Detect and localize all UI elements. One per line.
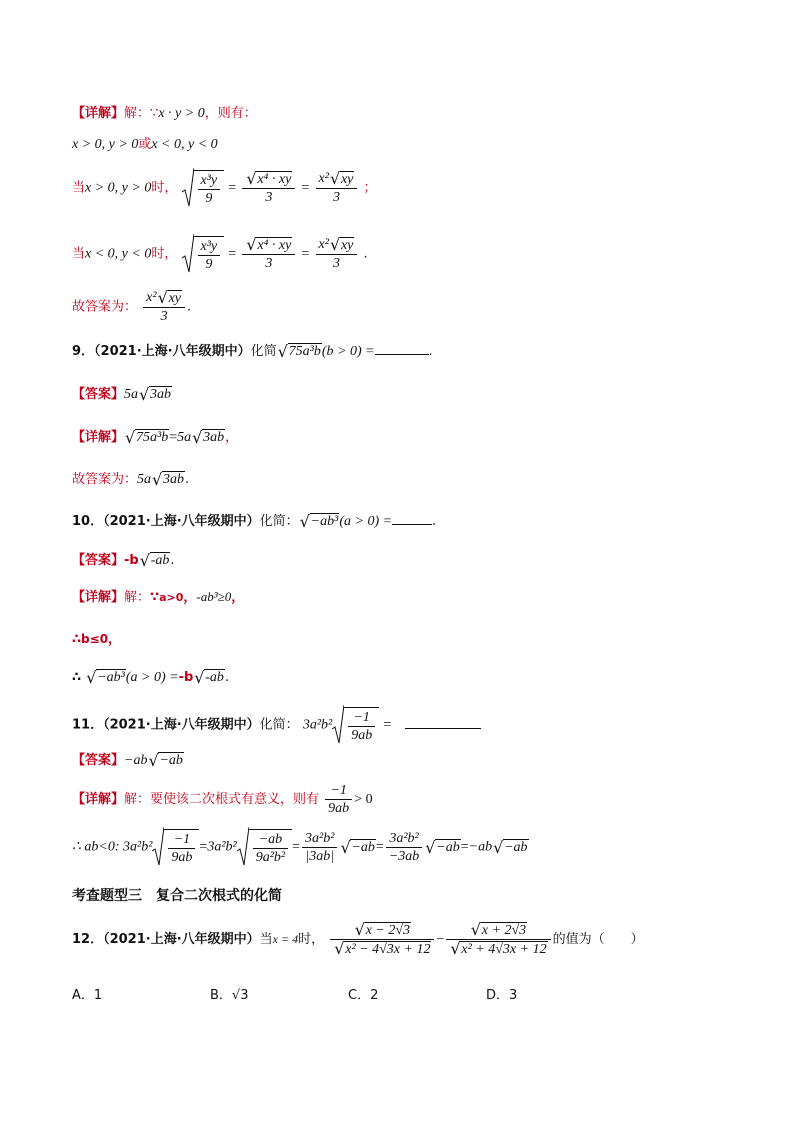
detail-line-1 <box>72 102 257 122</box>
q9-blank[interactable] <box>375 354 429 355</box>
q9-answer: 【答案】5a √ 3ab <box>72 385 172 404</box>
q9-radicand: 75a³b <box>288 344 321 359</box>
q11-result-rad: −ab <box>504 839 528 855</box>
q10-blank[interactable] <box>392 524 432 525</box>
q11-f2-den: −3ab <box>388 848 420 864</box>
xy-2: xy <box>340 238 354 253</box>
q10-answer-coef: -b <box>124 553 139 568</box>
inner-radicand: x⁴ · xy <box>257 172 292 187</box>
q10-final-rhs: -b <box>178 670 194 685</box>
q12-tail: 的值为（ ） <box>552 932 644 947</box>
q10-label: 10．（2021·上海·八年级期中） <box>72 514 260 529</box>
question-12 <box>72 922 644 957</box>
q12-frac2: √ x + 2√3 √ x² + 4√3x + 12 <box>446 922 550 957</box>
sqrt-fraction <box>182 170 225 206</box>
or-text: 或 <box>138 137 152 152</box>
q11-derivation: ∴ ab<0: 3a²b² $\frac{-1}{9ab}$ =3a²b² $\frac{-ab}{\text{9a²b²}}$ = $\frac{\text{3a²b²}}{|3ab|}$ √ −ab= $\frac{\text{3a²b²}}{-3ab}$ √ −ab=−ab √ −ab <box>72 829 529 865</box>
q10-intro: 解： <box>124 590 151 605</box>
q9-final-rad: 3ab <box>163 472 185 487</box>
q9-conclusion: 故答案为：5a √ 3ab. <box>72 470 190 489</box>
section-title: 考查题型三 复合二次根式的化简 <box>72 888 282 904</box>
q10-comma2: ， <box>231 590 245 605</box>
q11-coef2: 3a²b² <box>207 839 237 855</box>
q11-eq2: = <box>292 839 301 855</box>
q11-result: −ab <box>468 839 493 855</box>
radicand-den-2: 9 <box>205 257 213 272</box>
q11-d-den2: 9a²b² <box>255 850 286 865</box>
q10-radicand: −ab³ <box>310 514 339 529</box>
answer-tag-11: 【答案】 <box>72 753 125 768</box>
q9-period: . <box>185 472 190 487</box>
when-text-2: 当 <box>72 246 86 262</box>
answer-tag-10: 【答案】 <box>72 553 125 568</box>
radicand-den: 9 <box>205 191 213 206</box>
semicolon: ； <box>363 180 377 196</box>
q12-n1: x − 2√3 <box>365 923 411 938</box>
q9-detail: 【详解】 √ 75a³b=5a √ 3ab， <box>72 428 239 447</box>
q11-detail <box>72 783 373 816</box>
q11-d-den1: 9ab <box>171 850 193 865</box>
q11-intro: 解：要使该二次根式有意义，则有 <box>124 792 320 807</box>
q10-therefore-2: ∴ <box>72 670 82 685</box>
q11-f2 <box>386 831 422 864</box>
q12-d2: x² + 4√3x + 12 <box>461 942 547 957</box>
q10-final-cond: (a > 0) = <box>125 670 179 685</box>
then-text: ，则有： <box>204 106 257 121</box>
x-squared-3: x² <box>146 290 157 306</box>
q11-answer-coef: −ab <box>124 753 148 768</box>
case-b-derivation: 当x < 0, y < 0时， $\frac{\text{x³y}}{9}$ = √ x⁴ · xy 3 = x² √ xy 3 . <box>72 235 368 272</box>
q11-f1-den: |3ab| <box>305 848 335 864</box>
step-fraction-2: √ x⁴ · xy 3 <box>242 237 295 271</box>
radicand-num-2: x³y <box>198 239 221 256</box>
q9-condition: (b > 0) = <box>321 344 375 359</box>
q11-rad2: −ab <box>436 839 460 855</box>
shi-text: 时， <box>151 180 178 196</box>
xy-3: xy <box>168 291 182 306</box>
q11-d-rad1 <box>152 829 199 865</box>
q11-d-num1: −1 <box>168 832 195 849</box>
q10-c2: -ab³≥0 <box>196 589 232 604</box>
q10-final: ∴ √ −ab³(a > 0) =-b √ -ab. <box>72 668 230 687</box>
q11-cond-fraction <box>325 783 352 816</box>
x-squared-2: x² <box>318 237 329 253</box>
q12-cond: x = 4 <box>272 932 299 946</box>
q9-answer-rad: 3ab <box>150 387 172 402</box>
q9-detail-coef: 5a <box>177 430 192 445</box>
q10-because: ∵ <box>150 590 160 605</box>
question-9: 9．（2021·上海·八年级期中）化简 √ 75a³b(b > 0) = . <box>72 342 433 361</box>
q11-answer: 【答案】−ab √ −ab <box>72 751 183 770</box>
q10-condition: (a > 0) = <box>339 514 393 529</box>
result-fraction-2: x² √ xy 3 <box>316 237 358 271</box>
q12-label: 12．（2021·上海·八年级期中） <box>72 932 260 947</box>
q11-eq1: = <box>199 839 208 855</box>
final-fraction: x² √ xy 3 <box>143 290 185 324</box>
q11-answer-rad: −ab <box>159 753 183 768</box>
detail-tag: 【详解】 <box>72 106 125 121</box>
case-a-cond: x > 0, y > 0 <box>85 180 152 196</box>
q11-cond-num: −1 <box>325 783 352 800</box>
q10-text: 化简： <box>259 514 299 529</box>
q9-detail-rad: 3ab <box>203 430 225 445</box>
den-three-5: 3 <box>160 309 168 324</box>
q10-final-period: . <box>224 670 230 685</box>
q12-d1: x² − 4√3x + 12 <box>345 942 431 957</box>
den-three: 3 <box>265 190 273 205</box>
q11-d-num2: −ab <box>253 832 288 849</box>
solution-intro: 解： <box>124 106 151 121</box>
sqrt-fraction-2 <box>182 236 225 272</box>
q11-rad1: −ab <box>351 839 375 855</box>
result-fraction: x² √ xy 3 <box>316 171 358 205</box>
q10-comma: ， <box>183 590 197 605</box>
q10-detail <box>72 586 244 605</box>
condition: x · y > 0 <box>158 106 205 121</box>
q11-blank[interactable] <box>405 728 481 729</box>
q12-when: 当 <box>259 932 273 947</box>
q10-c3: b≤0 <box>81 632 109 646</box>
q12-shi: 时， <box>298 932 325 947</box>
q11-eq3: = <box>375 839 384 855</box>
q11-gt0: > 0 <box>354 792 373 807</box>
q11-den: 9ab <box>351 728 373 743</box>
q9-final-coef: 5a <box>137 472 152 487</box>
q11-cond-den: 9ab <box>328 801 350 816</box>
case-a: x > 0, y > 0 <box>72 137 139 152</box>
case-b: x < 0, y < 0 <box>151 137 218 152</box>
den-three-3: 3 <box>265 256 273 271</box>
answer-tag-9: 【答案】 <box>72 387 125 402</box>
q10-end: . <box>432 514 437 529</box>
q11-eq4: = <box>460 839 469 855</box>
x-squared: x² <box>318 171 329 187</box>
q10-answer-rad: -ab <box>150 553 170 568</box>
q11-f2-num: 3a²b² <box>386 831 422 848</box>
detail-tag-10: 【详解】 <box>72 590 125 605</box>
q11-num: −1 <box>348 710 375 727</box>
q11-label: 11．（2021·上海·八年级期中） <box>72 717 260 733</box>
choice-a[interactable]: A．1 <box>72 988 103 1003</box>
q11-equals: = <box>383 717 392 733</box>
shi-text-2: 时， <box>151 246 178 262</box>
choice-d[interactable]: D．3 <box>486 988 518 1003</box>
q12-n2: x + 2√3 <box>481 923 527 938</box>
step-fraction: √ x⁴ · xy 3 <box>242 171 295 205</box>
because-symbol: ∵ <box>150 106 159 121</box>
case-b-cond: x < 0, y < 0 <box>85 246 152 262</box>
conclude-text: 故答案为： <box>72 299 138 315</box>
case-a-derivation: 当x > 0, y > 0时， $\frac{\text{x³y}}{9}$ = √ x⁴ · xy 3 = x² √ xy 3 ； <box>72 169 377 206</box>
q12-frac1: √ x − 2√3 √ x² − 4√3x + 12 <box>330 922 434 957</box>
q11-f1-num: 3a²b² <box>302 831 337 848</box>
q11-radical <box>332 707 379 743</box>
question-10: 10．（2021·上海·八年级期中）化简： √ −ab³(a > 0) = . <box>72 512 437 531</box>
q9-conclude: 故答案为： <box>72 472 138 487</box>
radicand-num: x³y <box>198 173 221 190</box>
den-three-2: 3 <box>332 190 340 205</box>
q10-therefore-symbol: ∴ <box>72 632 82 647</box>
choice-b[interactable]: B．√3 <box>210 988 249 1003</box>
q10-answer: 【答案】-b √ -ab. <box>72 551 175 570</box>
q10-c1: a>0 <box>159 591 184 604</box>
inner-radicand-2: x⁴ · xy <box>257 238 292 253</box>
q11-f1 <box>302 831 337 864</box>
q10-final-rhs-rad: -ab <box>205 670 224 685</box>
period-2: . <box>187 299 192 315</box>
q11-therefore: ∴ ab<0: 3a²b² <box>72 839 153 855</box>
q9-label: 9．（2021·上海·八年级期中） <box>72 344 251 359</box>
q11-d-rad2 <box>237 829 292 865</box>
choice-c[interactable]: C．2 <box>348 988 379 1003</box>
q10-answer-period: . <box>170 553 175 568</box>
q11-text: 化简： <box>259 717 299 733</box>
q10-therefore <box>72 628 121 647</box>
detail-tag-9: 【详解】 <box>72 430 125 445</box>
when-text: 当 <box>72 180 86 196</box>
q9-equals: = <box>169 430 178 445</box>
q9-detail-radicand: 75a³b <box>136 430 169 445</box>
conclusion-1 <box>72 290 191 324</box>
period: . <box>363 246 368 262</box>
q10-comma3: ， <box>108 632 122 647</box>
q11-coef: 3a²b² <box>302 717 333 733</box>
question-11 <box>72 707 481 743</box>
q12-minus: − <box>436 932 445 947</box>
q9-answer-coef: 5a <box>124 387 139 402</box>
den-three-4: 3 <box>332 256 340 271</box>
q9-end: . <box>428 344 433 359</box>
q10-final-lhs: −ab³ <box>97 670 125 685</box>
xy: xy <box>340 172 354 187</box>
detail-tag-11: 【详解】 <box>72 792 125 807</box>
q9-text: 化简 <box>250 344 277 359</box>
cases-line <box>72 133 218 153</box>
q9-comma: ， <box>225 430 239 445</box>
